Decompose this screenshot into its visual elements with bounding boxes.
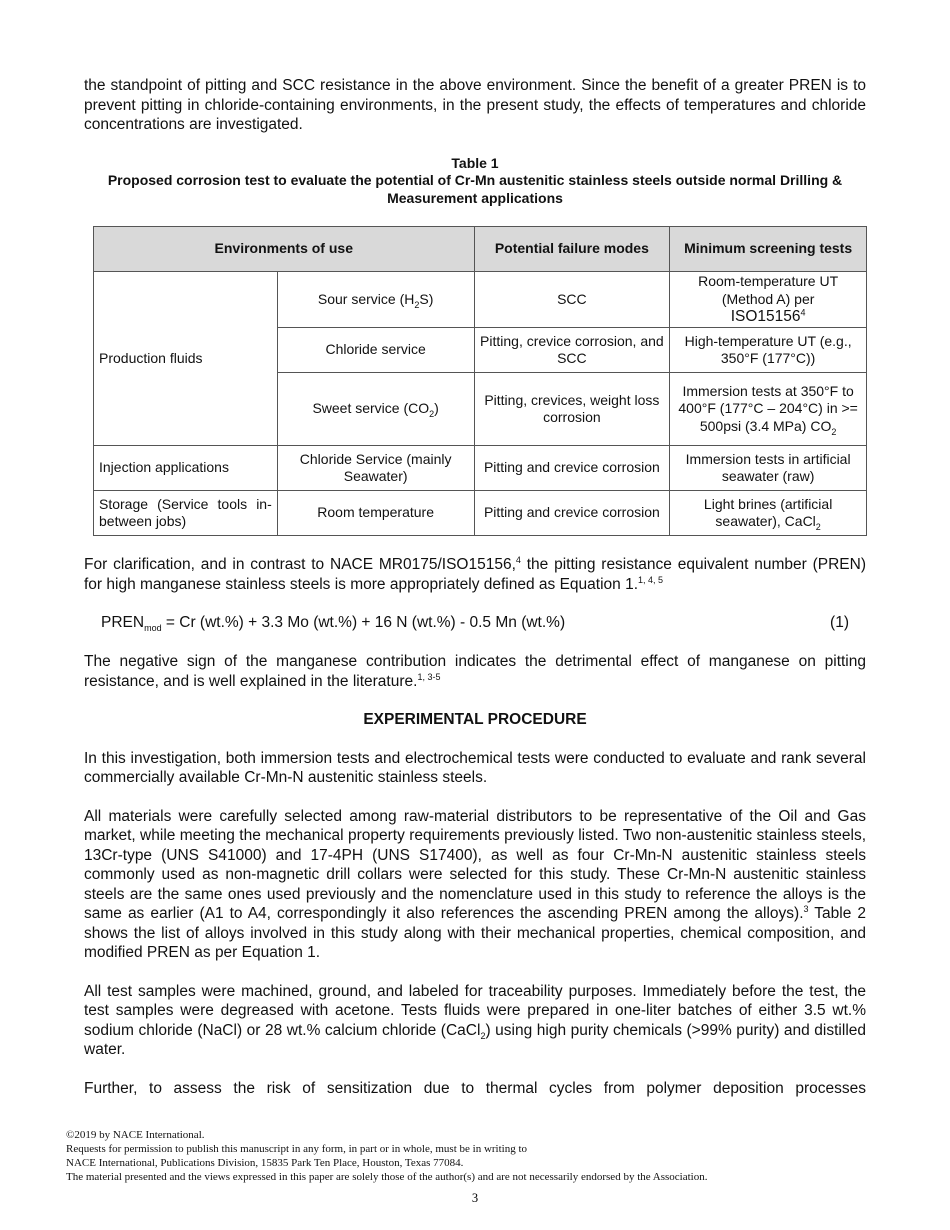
mode-cell: Pitting, crevice corrosion, and SCC — [474, 328, 670, 373]
footer — [66, 1128, 886, 1184]
test-cell: High-temperature UT (e.g., 350°F (177°C)) — [670, 328, 867, 373]
header-failure-modes: Potential failure modes — [474, 227, 670, 272]
mode-cell: Pitting, crevices, weight loss corrosion — [474, 373, 670, 446]
samples-paragraph: All test samples were machined, ground, and labeled for traceability purposes. Immediately before the test, the test samples were degreased with acetone. Tests fluids were prepared in one-liter batches of either 3.5 wt.% sodium chloride (NaCl) or 28 wt.% calcium chloride (CaCl$_2$) using high purity chemicals (>99% purity) and distilled water. — [84, 982, 866, 1058]
mode-cell: Pitting and crevice corrosion — [474, 491, 670, 536]
intro-paragraph: the standpoint of pitting and SCC resistance in the above environment. Since the benefit of a greater PREN is to prevent pitting in chloride-containing environments, in the present study, the effects of temperatures and chloride concentrations are investigated. — [84, 77, 866, 133]
env-cell: Room temperature — [277, 491, 474, 536]
test-cell: Light brines (artificial seawater), CaCl$_2$ — [670, 491, 867, 536]
table-header-row — [94, 227, 867, 272]
table-row — [94, 272, 867, 328]
env-cell: Sour service $(H_2S)$ — [277, 272, 474, 328]
page-body — [84, 76, 866, 1098]
clarification-paragraph: For clarification, and in contrast to NACE MR0175/ISO15156,$^4$ the pitting resistance equivalent number (PREN) for high manganese stainless steels is more appropriately defined as Equation 1.$^{1, 4, 5}$ — [84, 554, 866, 593]
group-production-fluids: Production fluids — [94, 272, 278, 446]
investigation-paragraph: In this investigation, both immersion tests and electrochemical tests were conducted to evaluate and rank several commercially available Cr-Mn-N austenitic stainless steels. — [84, 749, 866, 786]
equation-1: $PREN_{mod} = Cr$ (wt.%) + 3.3 Mo (wt.%) + 16 N (wt.%) - 0.5 Mn (wt.%) (1) — [101, 614, 849, 634]
test-cell: Room-temperature UT (Method A) per ISO15156$^4$ — [670, 272, 867, 328]
footer-copyright: ©2019 by NACE International. — [66, 1129, 205, 1141]
env-cell: Sweet service $(CO_2)$ — [277, 373, 474, 446]
env-cell: Chloride Service (mainly Seawater) — [277, 446, 474, 491]
mode-cell: SCC — [474, 272, 670, 328]
section-heading: EXPERIMENTAL PROCEDURE — [363, 711, 587, 728]
table-title: Proposed corrosion test to evaluate the potential of Cr-Mn austenitic stainless steels outside normal Drilling & Measurement applications — [107, 172, 843, 206]
footer-line: NACE International, Publications Division, 15835 Park Ten Place, Houston, Texas 77084. — [66, 1157, 464, 1169]
page-number: 3 — [471, 1191, 479, 1205]
table-row — [94, 491, 867, 536]
environments-table — [93, 226, 867, 536]
header-environments: Environments of use — [94, 227, 475, 272]
mode-cell: Pitting and crevice corrosion — [474, 446, 670, 491]
header-screening-tests: Minimum screening tests — [670, 227, 867, 272]
footer-line: The material presented and the views expressed in this paper are solely those of the author(s) and are not necessarily endorsed by the Association. — [66, 1171, 708, 1183]
equation-number: (1) — [830, 614, 849, 631]
negative-sign-paragraph: The negative sign of the manganese contribution indicates the detrimental effect of manganese on pitting resistance, and is well explained in the literature.$^{1, 3-5}$ — [84, 653, 866, 690]
further-paragraph: Further, to assess the risk of sensitization due to thermal cycles from polymer deposition processes — [84, 1079, 866, 1097]
group-storage: Storage (Service tools in-between jobs) — [94, 491, 278, 536]
table-row — [94, 446, 867, 491]
group-injection: Injection applications — [94, 446, 278, 491]
footer-line: Requests for permission to publish this manuscript in any form, in part or in whole, must be in writing to — [66, 1143, 528, 1155]
materials-paragraph: All materials were carefully selected among raw-material distributors to be representative of the Oil and Gas market, while meeting the mechanical property requirements previously listed. Two non-austenitic stainless steels, 13Cr-type (UNS S41000) and 17-4PH (UNS S17400), as well as four Cr-Mn-N austenitic stainless steels commonly used as non-magnetic drill collars were selected for this study. These Cr-Mn-N austenitic stainless steels are the same ones used previously and the nomenclature used in this study to reference the alloys is the same as earlier (A1 to A4, correspondingly it also references the ascending PREN among the alloys).$^3$ Table 2 shows the list of alloys involved in this study along with their mechanical properties, chemical composition, and modified PREN as per Equation 1. — [84, 807, 866, 961]
table-caption — [84, 155, 866, 208]
test-cell: Immersion tests at 350°F to 400°F (177°C – 204°C) in >= 500psi (3.4 MPa) $CO_2$ — [670, 373, 867, 446]
test-cell: Immersion tests in artificial seawater (raw) — [670, 446, 867, 491]
table-label: Table 1 — [451, 154, 499, 171]
env-cell: Chloride service — [277, 328, 474, 373]
